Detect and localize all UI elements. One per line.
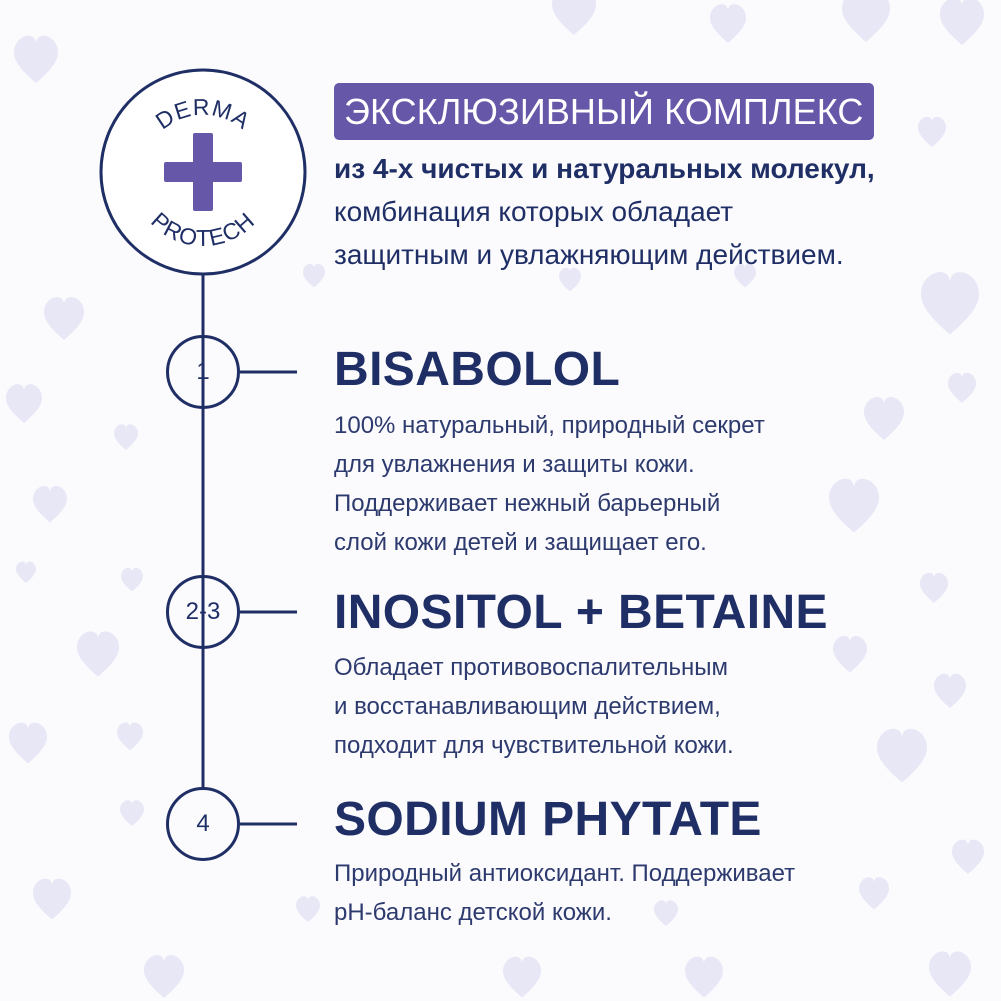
logo-bottom-text: PROTECH (146, 206, 260, 252)
ingredient-desc-bisabolol (334, 406, 974, 562)
ingredient-desc-line: 100% натуральный, природный секрет (334, 412, 765, 439)
ingredient-title-sodium-phytate: SODIUM PHYTATE (334, 793, 762, 846)
derma-protech-logo (98, 67, 308, 277)
exclusive-complex-badge: ЭКСКЛЮЗИВНЫЙ КОМПЛЕКС (334, 83, 874, 140)
intro-line-2: комбинация которых обладает (334, 196, 734, 227)
ingredient-desc-line: Природный антиоксидант. Поддерживает (334, 860, 796, 887)
ingredient-desc-line: и восстанавливающим действием, (334, 693, 721, 720)
ingredient-title-inositol-betaine: INOSITOL + BETAINE (334, 586, 828, 639)
timeline-marker-3: 4 (166, 787, 240, 861)
timeline-marker-1: 1 (166, 335, 240, 409)
intro-text (334, 147, 974, 276)
ingredient-desc-line: подходит для чувствительной кожи. (334, 732, 734, 759)
ingredient-desc-line: слой кожи детей и защищает его. (334, 529, 707, 556)
ingredient-desc-line: pH-баланс детской кожи. (334, 899, 612, 926)
intro-line-3: защитным и увлажняющим действием. (334, 239, 844, 270)
ingredient-desc-sodium-phytate (334, 854, 974, 932)
logo-top-text: DERMA (150, 93, 256, 135)
timeline-marker-2: 2-3 (166, 575, 240, 649)
intro-line-1: из 4-х чистых и натуральных молекул, (334, 153, 875, 184)
ingredient-desc-line: Поддерживает нежный барьерный (334, 490, 721, 517)
ingredient-desc-line: для увлажнения и защиты кожи. (334, 451, 695, 478)
ingredient-title-bisabolol: BISABOLOL (334, 343, 621, 396)
ingredient-desc-inositol-betaine (334, 648, 974, 765)
ingredient-desc-line: Обладает противовоспалительным (334, 654, 729, 681)
